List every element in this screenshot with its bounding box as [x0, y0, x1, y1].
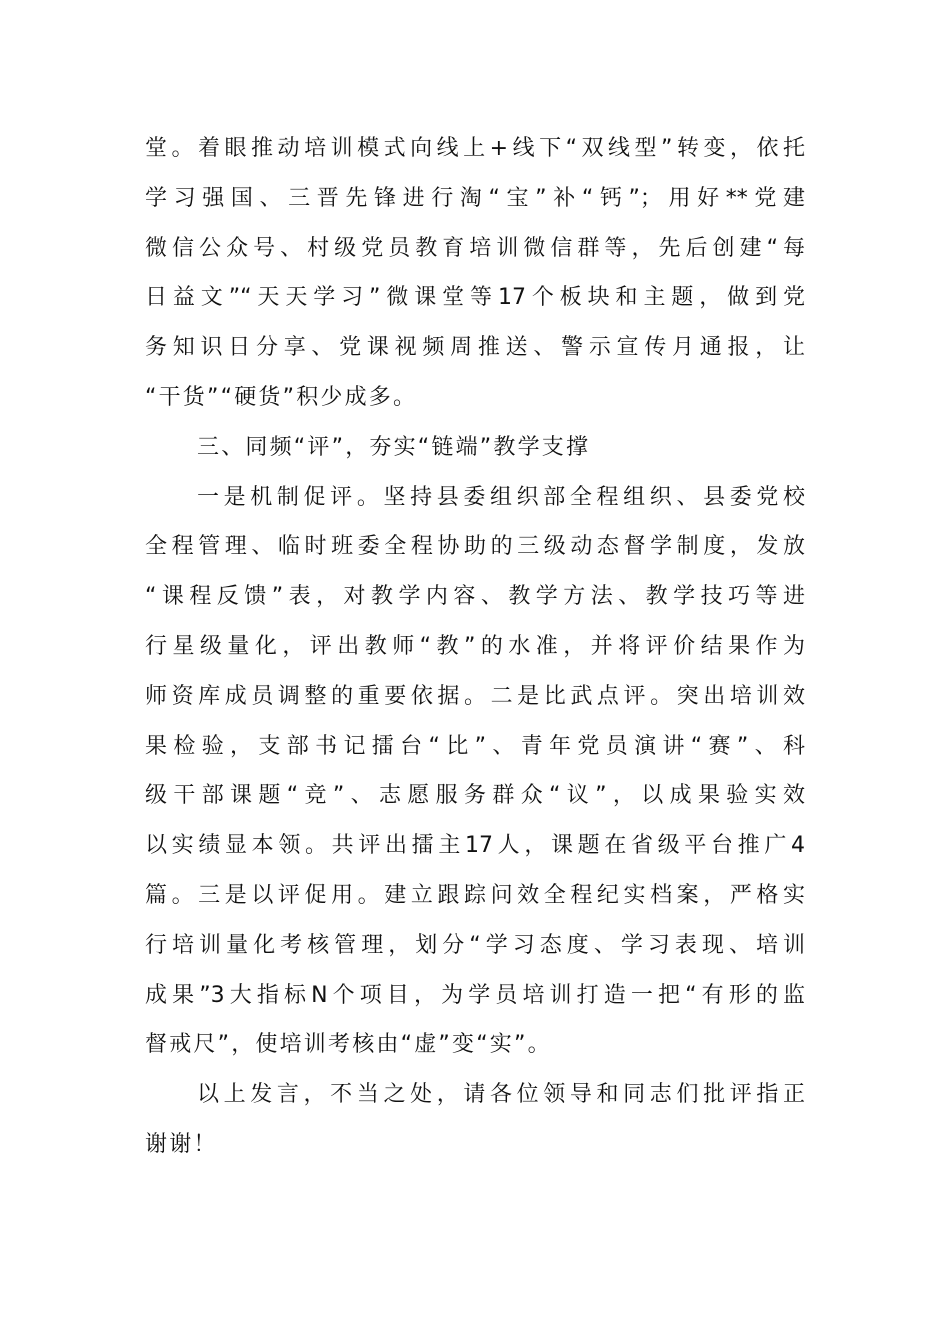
paragraph-line: “干货”“硬货”积少成多。 [145, 384, 418, 410]
paragraph-line: 行星级量化，评出教师“教”的水准，并将评价结果作为 [145, 633, 805, 659]
paragraph-line: 果检验，支部书记擂台“比”、青年党员演讲“赛”、科 [145, 733, 805, 759]
paragraph-line: 师资库成员调整的重要依据。二是比武点评。突出培训效 [145, 683, 805, 709]
closing-thanks: 谢谢！ [145, 1131, 218, 1157]
paragraph-line: 成果”3大指标N个项目，为学员培训打造一把“有形的监 [145, 982, 805, 1008]
paragraph-line: 督戒尺”，使培训考核由“虚”变“实”。 [145, 1032, 552, 1058]
paragraph-line: 一是机制促评。坚持县委组织部全程组织、县委党校 [197, 484, 805, 510]
paragraph-line: 以实绩显本领。共评出擂主17人，课题在省级平台推广4 [145, 833, 805, 859]
paragraph-line: 日益文”“天天学习”微课堂等17个板块和主题，做到党 [145, 285, 805, 311]
closing-line: 以上发言，不当之处，请各位领导和同志们批评指正 [197, 1082, 805, 1108]
paragraph-line: “课程反馈”表，对教学内容、教学方法、教学技巧等进 [145, 584, 805, 610]
paragraph-line: 学习强国、三晋先锋进行淘“宝”补“钙”；用好**党建 [145, 185, 805, 211]
paragraph-line: 务知识日分享、党课视频周推送、警示宣传月通报，让 [145, 335, 805, 361]
paragraph-line: 级干部课题“竞”、志愿服务群众“议”，以成果验实效 [145, 783, 805, 809]
section-heading: 三、同频“评”，夯实“链端”教学支撑 [197, 434, 591, 460]
paragraph-line: 篇。三是以评促用。建立跟踪问效全程纪实档案，严格实 [145, 882, 805, 908]
paragraph-line: 微信公众号、村级党员教育培训微信群等，先后创建“每 [145, 235, 805, 261]
paragraph-line: 堂。着眼推动培训模式向线上+线下“双线型”转变，依托 [145, 136, 805, 161]
document-body [145, 124, 805, 1170]
paragraph-line: 全程管理、临时班委全程协助的三级动态督学制度，发放 [145, 534, 805, 560]
paragraph-line: 行培训量化考核管理，划分“学习态度、学习表现、培训 [145, 932, 805, 958]
